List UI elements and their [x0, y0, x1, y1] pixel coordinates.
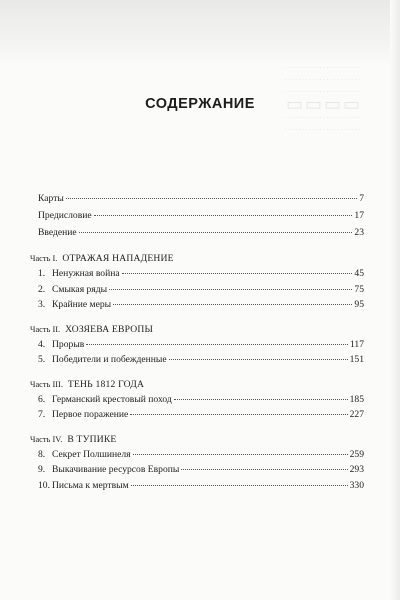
chapter-number: 7. — [38, 409, 46, 420]
page-top-shadow — [0, 0, 400, 64]
toc-entry-page: 7 — [359, 193, 364, 204]
chapter-page: 293 — [349, 464, 364, 475]
chapter-page: 117 — [349, 338, 364, 350]
chapter-page: 151 — [349, 354, 364, 365]
chapter-number: 5. — [38, 354, 46, 365]
chapter-title: Смыкая ряды — [52, 283, 108, 295]
dot-leader — [133, 454, 348, 455]
toc-entry — [38, 227, 364, 244]
page-right-shadow — [390, 0, 400, 600]
chapter-title: Крайние меры — [52, 299, 112, 310]
dot-leader — [86, 344, 348, 345]
part-title: В ТУПИКЕ — [67, 433, 117, 445]
chapter-title: Прорыв — [52, 338, 85, 350]
part-title: ОТРАЖАЯ НАПАДЕНИЕ — [62, 253, 174, 264]
toc-entry — [38, 193, 364, 210]
toc-chapter — [38, 354, 364, 370]
toc-chapter — [38, 339, 364, 355]
dot-leader — [174, 399, 348, 400]
part-label: Часть III. — [30, 379, 63, 389]
dot-leader — [131, 485, 348, 486]
toc-entry-label: Карты — [38, 193, 64, 204]
toc-chapter — [38, 480, 364, 496]
part-label: Часть II. — [30, 324, 61, 334]
dot-leader — [113, 304, 352, 305]
chapter-page: 45 — [354, 268, 364, 279]
part-heading — [30, 324, 364, 339]
toc-entry-page: 23 — [354, 227, 364, 238]
chapter-number: 1. — [38, 268, 46, 279]
toc-chapter — [38, 299, 364, 315]
chapter-page: 259 — [349, 448, 364, 460]
toc-chapter — [38, 464, 364, 480]
part-heading — [30, 253, 364, 268]
toc-chapter — [38, 394, 364, 410]
front-matter — [38, 193, 364, 244]
chapter-title: Выкачивание ресурсов Европы — [52, 464, 180, 475]
part-title: ХОЗЯЕВА ЕВРОПЫ — [65, 323, 154, 335]
toc-chapter — [38, 268, 364, 284]
toc-entry — [38, 210, 364, 227]
chapter-page: 95 — [354, 299, 364, 310]
page-title: СОДЕРЖАНИЕ — [145, 96, 255, 112]
show-through-text: . . . . . . . . . . . . . . . . . . . . . . . . . . . . . . . . . . . . . . . . . . . . . . . . . . . . . . . . . . . . . . . . . . ▭▭▭▭ . . . . . . . . . . . . . . . . . . . . . . . . . . . . . . . . . . . . . . . . . . . . — [283, 62, 360, 132]
chapter-number: 2. — [38, 283, 46, 295]
chapter-title: Первое поражение — [52, 409, 129, 420]
chapter-number: 9. — [38, 464, 46, 475]
chapter-title: Германский крестовый поход — [52, 393, 172, 405]
chapter-number: 8. — [38, 448, 46, 460]
dot-leader — [181, 469, 347, 470]
part-heading — [30, 379, 364, 394]
dot-leader — [122, 273, 353, 274]
chapter-title: Письма к мертвым — [52, 479, 129, 491]
chapter-title: Победители и побежденные — [52, 354, 167, 365]
dot-leader — [79, 232, 353, 233]
toc-chapter — [38, 409, 364, 425]
chapter-number: 4. — [38, 338, 46, 350]
chapter-page: 227 — [349, 409, 364, 420]
toc-entry-label: Предисловие — [38, 210, 92, 221]
toc-entry-page: 17 — [354, 210, 364, 221]
part-label: Часть IV. — [30, 434, 63, 444]
chapter-number: 6. — [38, 393, 46, 405]
chapter-number: 10. — [38, 479, 50, 491]
chapter-number: 3. — [38, 299, 46, 310]
toc-chapter — [38, 284, 364, 300]
toc-chapter — [38, 449, 364, 465]
dot-leader — [130, 414, 347, 415]
dot-leader — [169, 359, 348, 360]
dot-leader — [66, 198, 357, 199]
chapter-page: 75 — [354, 283, 364, 295]
chapter-title: Секрет Полшинеля — [52, 448, 131, 460]
chapter-title: Ненужная война — [52, 268, 120, 279]
dot-leader — [94, 215, 353, 216]
part-label: Часть I. — [30, 254, 58, 263]
toc-entry-label: Введение — [38, 227, 77, 238]
chapter-page: 330 — [349, 479, 364, 491]
chapter-page: 185 — [349, 393, 364, 405]
table-of-contents — [30, 193, 364, 498]
part-heading — [30, 434, 364, 449]
part-title: ТЕНЬ 1812 ГОДА — [67, 378, 145, 390]
dot-leader — [109, 289, 352, 290]
